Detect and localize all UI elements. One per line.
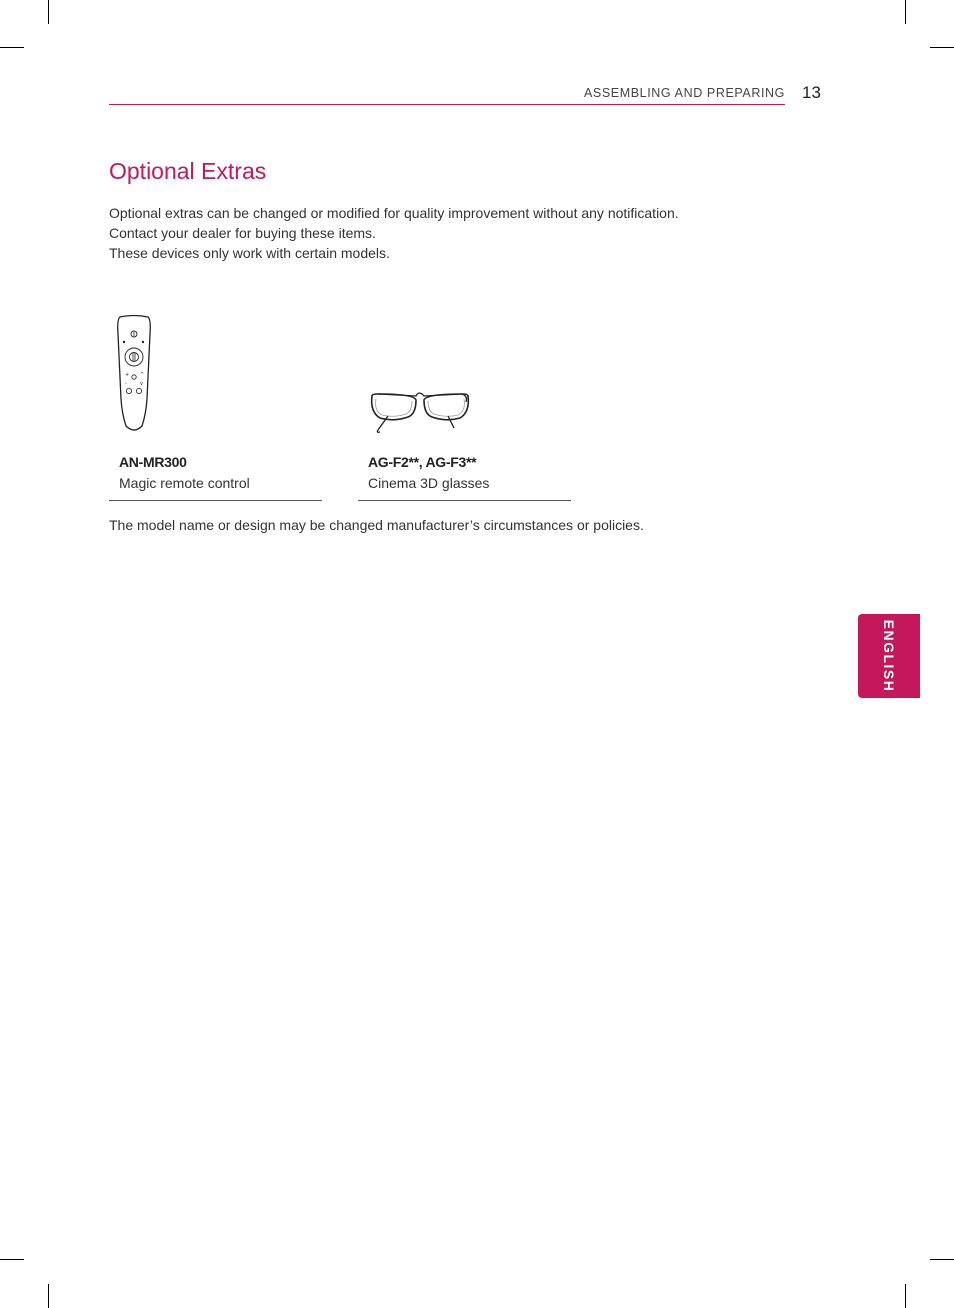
item-description-remote: Magic remote control — [119, 475, 250, 491]
crop-mark — [0, 47, 24, 48]
page-title: Optional Extras — [109, 158, 267, 184]
crop-mark — [905, 1284, 906, 1308]
intro-line: These devices only work with certain models. — [109, 245, 390, 261]
header-section-title: ASSEMBLING AND PREPARING — [583, 86, 785, 100]
crop-mark — [930, 47, 954, 48]
svg-text:+: + — [125, 372, 130, 378]
item-rule — [358, 500, 571, 501]
crop-mark — [48, 1284, 49, 1308]
crop-mark — [48, 0, 49, 24]
intro-line: Contact your dealer for buying these items. — [109, 225, 376, 241]
item-model-remote: AN-MR300 — [119, 454, 187, 470]
item-model-glasses: AG-F2**, AG-F3** — [368, 454, 477, 470]
intro-line: Optional extras can be changed or modified for quality improvement without any notification. — [109, 205, 679, 221]
language-tab-label: ENGLISH — [881, 619, 897, 693]
svg-text:-: - — [125, 381, 127, 387]
item-description-glasses: Cinema 3D glasses — [368, 475, 490, 491]
language-tab — [858, 614, 920, 698]
crop-mark — [0, 1259, 24, 1260]
intro-text — [109, 203, 679, 263]
svg-text:^: ^ — [140, 372, 145, 378]
header-rule — [109, 104, 785, 105]
item-rule — [109, 500, 322, 501]
page-number: 13 — [802, 83, 821, 102]
svg-text:v: v — [140, 381, 143, 387]
magic-remote-icon — [114, 314, 154, 434]
footnote: The model name or design may be changed manufacturer’s circumstances or policies. — [109, 517, 644, 533]
crop-mark — [930, 1259, 954, 1260]
crop-mark — [905, 0, 906, 24]
3d-glasses-icon — [366, 386, 474, 438]
